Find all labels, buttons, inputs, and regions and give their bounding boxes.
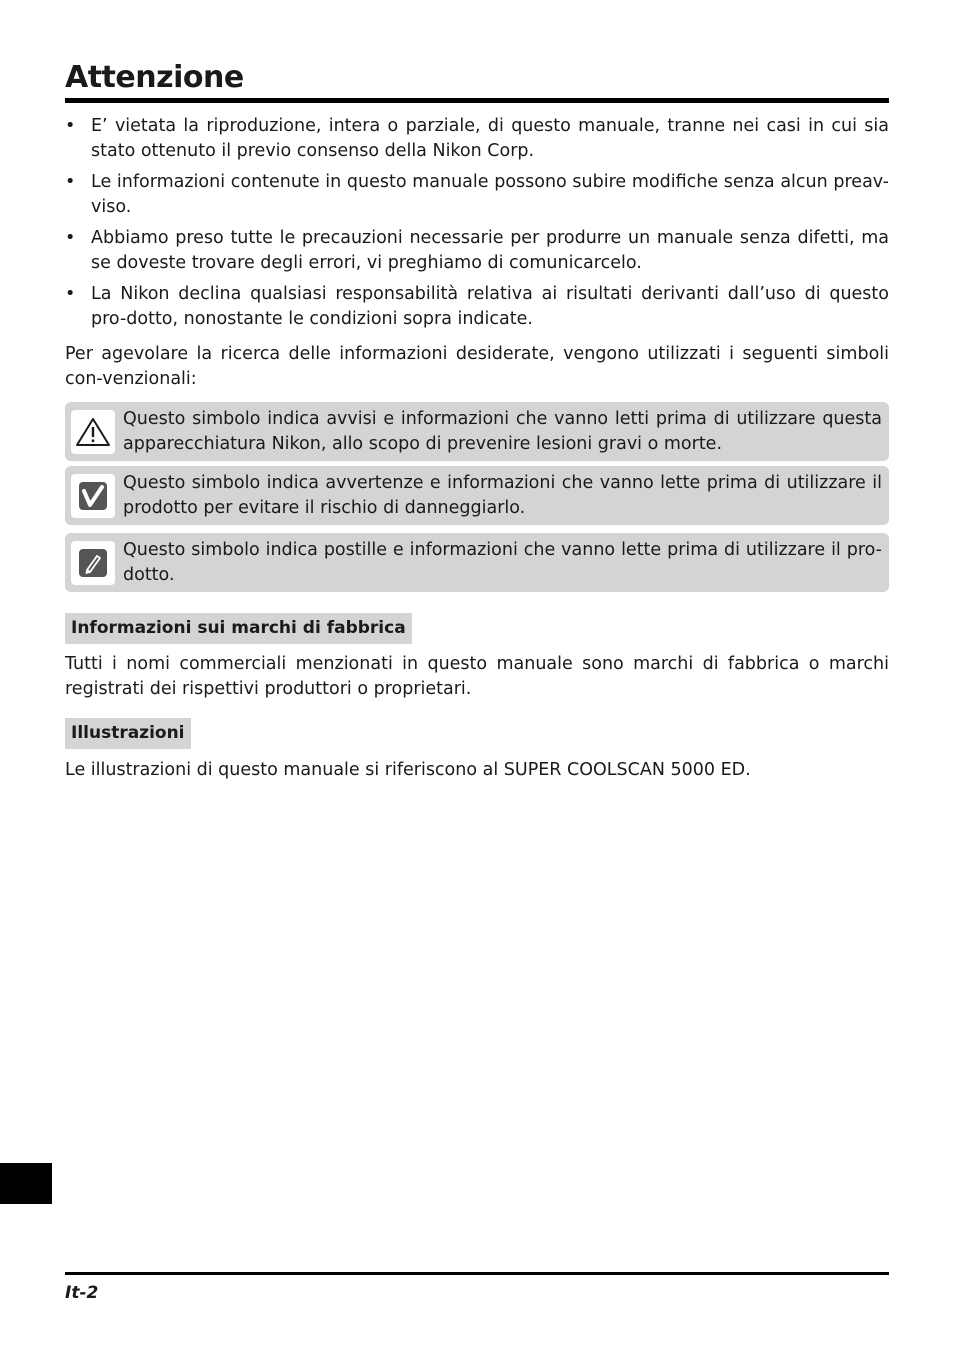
notice-list: [65, 114, 889, 338]
symbols-intro: Per agevolare la ricerca delle informazioni desiderate, vengono utilizzati i seguenti simboli con-venzionali:: [65, 344, 889, 389]
notice-item: • E’ vietata la riproduzione, intera o parziale, di questo manuale, tranne nei casi in cui sia stato ottenuto il previo consenso della Nikon Corp.: [65, 114, 889, 164]
notice-item: • Le informazioni contenute in questo manuale possono subire modifiche senza alcun preav-viso.: [65, 170, 889, 220]
chapter-tab: [0, 1163, 52, 1204]
page-number: It-2: [65, 1283, 99, 1303]
warning-triangle-icon: [71, 410, 115, 454]
trademark-text: Tutti i nomi commerciali menzionati in questo manuale sono marchi di fabbrica o marchi registrati dei rispettivi produttori o proprietari.: [65, 654, 889, 699]
trademark-heading: Informazioni sui marchi di fabbrica: [65, 613, 412, 644]
warning-symbol-row: [65, 402, 889, 461]
note-symbol-text: Questo simbolo indica postille e informazioni che vanno lette prima di utilizzare il pro-dotto.: [123, 540, 882, 585]
warning-symbol-text: Questo simbolo indica avvisi e informazioni che vanno letti prima di utilizzare questa apparecchiatura Nikon, allo scopo di prevenire lesioni gravi o morte.: [123, 409, 882, 454]
illustrations-heading: Illustrazioni: [65, 718, 191, 749]
caution-symbol-text: Questo simbolo indica avvertenze e informazioni che vanno lette prima di utilizzare il prodotto per evitare il rischio di danneggiarlo.: [123, 473, 882, 518]
note-symbol-row: [65, 533, 889, 592]
notice-item: • Abbiamo preso tutte le precauzioni necessarie per produrre un manuale senza difetti, ma se doveste trovare degli errori, vi preghiamo di comunicarcelo.: [65, 226, 889, 276]
footer-rule: [65, 1272, 889, 1275]
caution-symbol-row: [65, 466, 889, 525]
page-title: Attenzione: [65, 60, 244, 95]
checkmark-icon: [71, 474, 115, 518]
illustrations-text: Le illustrazioni di questo manuale si riferiscono al SUPER COOLSCAN 5000 ED.: [65, 760, 751, 780]
notice-item: • La Nikon declina qualsiasi responsabilità relativa ai risultati derivanti dall’uso di questo pro-dotto, nonostante le condizioni sopra indicate.: [65, 282, 889, 332]
title-rule: [65, 98, 889, 103]
pencil-note-icon: [71, 541, 115, 585]
